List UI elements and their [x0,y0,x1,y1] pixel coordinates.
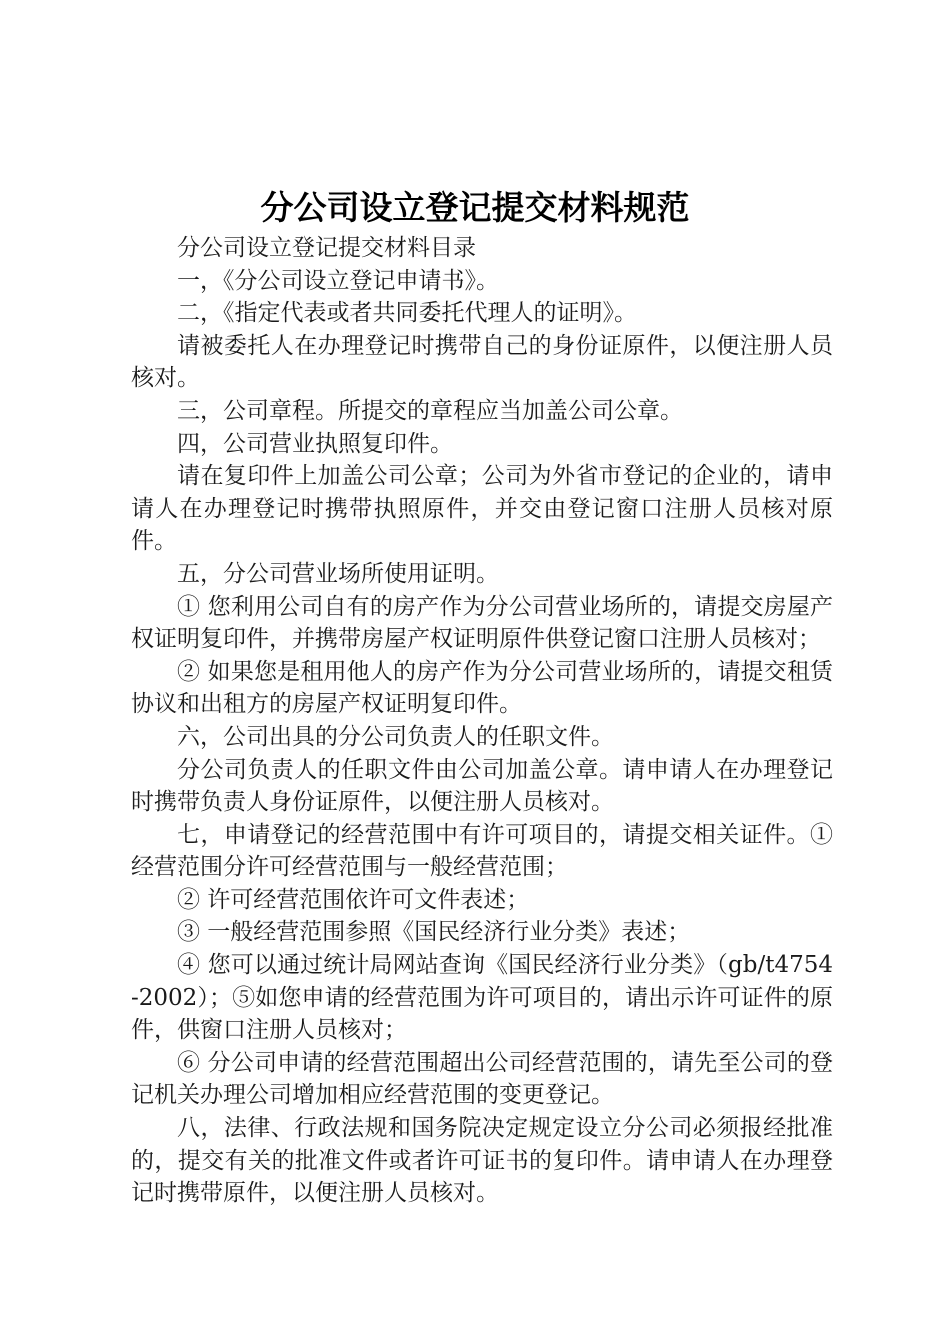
paragraph-item-6-note: 分公司负责人的任职文件由公司加盖公章。请申请人在办理登记时携带负责人身份证原件，以便注册人员核对。 [131,756,833,816]
paragraph-item-5-sub-1: ① 您利用公司自有的房产作为分公司营业场所的，请提交房屋产权证明复印件，并携带房屋产权证明原件供登记窗口注册人员核对； [131,593,833,653]
paragraph-item-2-note: 请被委托人在办理登记时携带自己的身份证原件，以便注册人员核对。 [131,332,833,392]
paragraph-item-6: 六，公司出具的分公司负责人的任职文件。 [177,723,614,750]
paragraph-item-5: 五，分公司营业场所使用证明。 [177,560,499,587]
paragraph-item-7-sub-4: ④ 您可以通过统计局网站查询《国民经济行业分类》（gb/t4754-2002）；⑤如您申请的经营范围为许可项目的，请出示许可证件的原件，供窗口注册人员核对； [131,952,833,1044]
paragraph-item-8: 八，法律、行政法规和国务院决定规定设立分公司必须报经批准的，提交有关的批准文件或者许可证书的复印件。请申请人在办理登记时携带原件，以便注册人员核对。 [131,1115,833,1207]
paragraph-item-5-sub-2: ② 如果您是租用他人的房产作为分公司营业场所的，请提交租赁协议和出租方的房屋产权证明复印件。 [131,658,833,718]
paragraph-item-4-note: 请在复印件上加盖公司公章；公司为外省市登记的企业的，请申请人在办理登记时携带执照原件，并交由登记窗口注册人员核对原件。 [131,463,833,555]
paragraph-item-1: 一，《分公司设立登记申请书》。 [177,267,499,294]
document-title: 分公司设立登记提交材料规范 [260,188,690,227]
paragraph-item-7: 七，申请登记的经营范围中有许可项目的，请提交相关证件。①经营范围分许可经营范围与一般经营范围； [131,821,833,881]
paragraph-item-4: 四，公司营业执照复印件。 [177,430,453,457]
paragraph-toc-heading: 分公司设立登记提交材料目录 [177,235,476,261]
document-body [131,232,833,1210]
paragraph-item-7-sub-6: ⑥ 分公司申请的经营范围超出公司经营范围的，请先至公司的登记机关办理公司增加相应经营范围的变更登记。 [131,1049,833,1109]
paragraph-item-2: 二，《指定代表或者共同委托代理人的证明》。 [177,300,637,327]
paragraph-item-3: 三，公司章程。所提交的章程应当加盖公司公章。 [177,397,683,424]
paragraph-item-7-sub-3: ③ 一般经营范围参照《国民经济行业分类》表述； [177,919,691,946]
paragraph-item-7-sub-2: ② 许可经营范围依许可文件表述； [177,886,530,913]
